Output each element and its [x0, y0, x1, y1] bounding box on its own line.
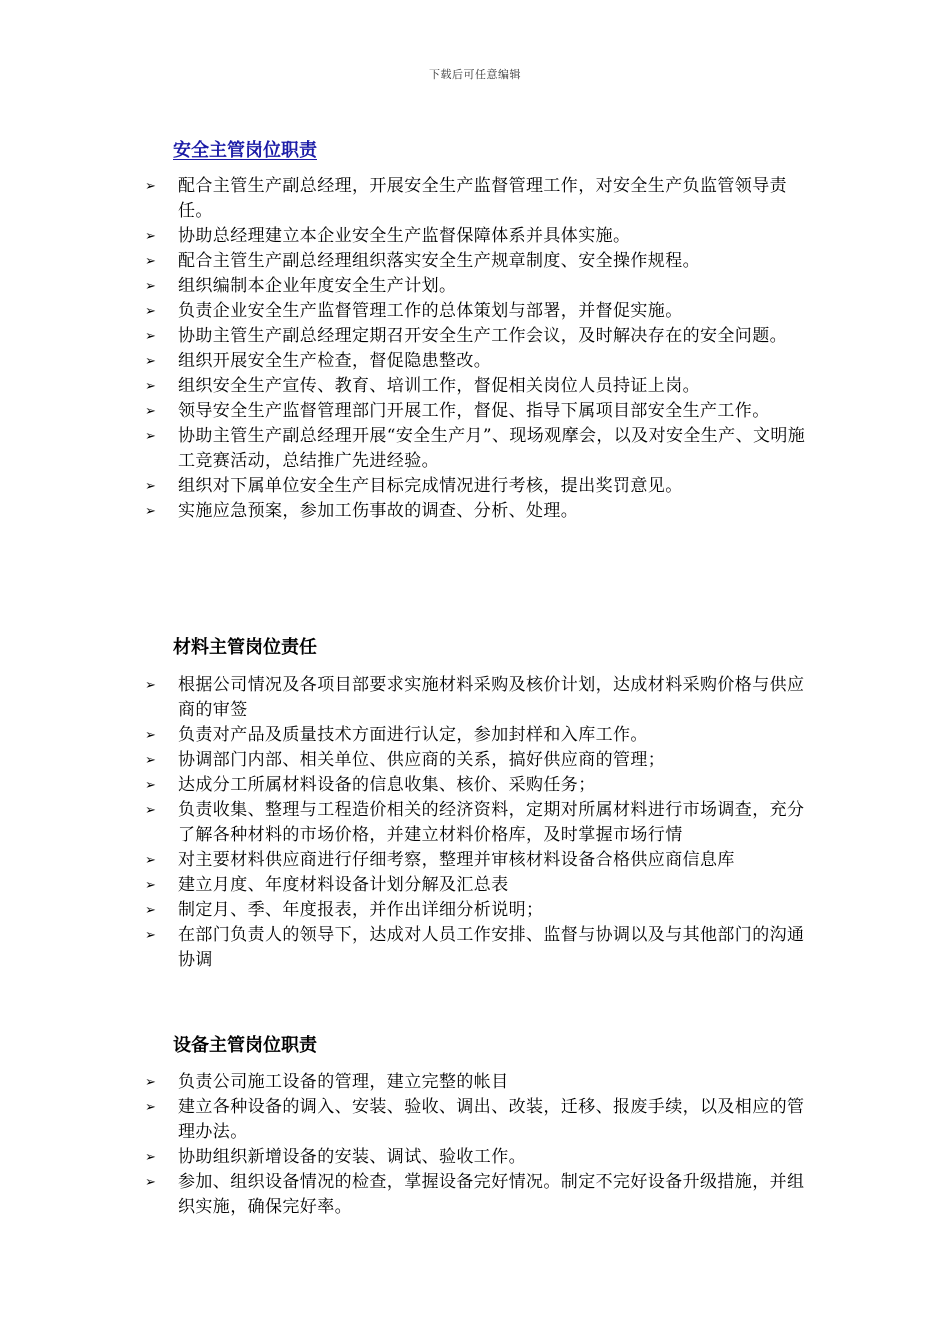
- arrow-bullet-icon: ➢: [145, 1075, 157, 1090]
- list-item-text: 负责公司施工设备的管理，建立完整的帐目: [178, 1072, 509, 1092]
- list-item: [143, 249, 813, 274]
- section-equipment-supervisor: [143, 1034, 813, 1220]
- section-title: 材料主管岗位责任: [173, 637, 317, 658]
- arrow-bullet-icon: ➢: [145, 254, 157, 269]
- list-item-text: 建立各种设备的调入、安装、验收、调出、改装，迁移、报废手续，以及相应的管理办法。: [178, 1097, 805, 1142]
- arrow-bullet-icon: ➢: [145, 903, 157, 918]
- duty-list: [143, 1070, 813, 1220]
- list-item-text: 协调部门内部、相关单位、供应商的关系，搞好供应商的管理；: [178, 750, 666, 770]
- duty-list: [143, 174, 813, 524]
- list-item-text: 协助组织新增设备的安装、调试、验收工作。: [178, 1147, 526, 1167]
- arrow-bullet-icon: ➢: [145, 429, 157, 444]
- list-item: [143, 474, 813, 499]
- list-item: [143, 923, 813, 973]
- list-item: [143, 1070, 813, 1095]
- list-item: [143, 873, 813, 898]
- list-item-text: 协助总经理建立本企业安全生产监督保障体系并具体实施。: [178, 226, 631, 246]
- list-item: [143, 1170, 813, 1220]
- duty-list: [143, 673, 813, 973]
- list-item-text: 达成分工所属材料设备的信息收集、核价、采购任务；: [178, 775, 596, 795]
- list-item: [143, 499, 813, 524]
- list-item: [143, 748, 813, 773]
- arrow-bullet-icon: ➢: [145, 279, 157, 294]
- arrow-bullet-icon: ➢: [145, 329, 157, 344]
- list-item: [143, 773, 813, 798]
- arrow-bullet-icon: ➢: [145, 728, 157, 743]
- arrow-bullet-icon: ➢: [145, 753, 157, 768]
- list-item-text: 负责企业安全生产监督管理工作的总体策划与部署，并督促实施。: [178, 301, 683, 321]
- arrow-bullet-icon: ➢: [145, 678, 157, 693]
- arrow-bullet-icon: ➢: [145, 229, 157, 244]
- list-item-text: 配合主管生产副总经理，开展安全生产监督管理工作，对安全生产负监管领导责任。: [178, 176, 787, 221]
- list-item-text: 实施应急预案，参加工伤事故的调查、分析、处理。: [178, 501, 579, 521]
- list-item: [143, 1095, 813, 1145]
- list-item-text: 组织安全生产宣传、教育、培训工作，督促相关岗位人员持证上岗。: [178, 376, 700, 396]
- arrow-bullet-icon: ➢: [145, 1175, 157, 1190]
- list-item-text: 组织开展安全生产检查，督促隐患整改。: [178, 351, 492, 371]
- list-item: [143, 274, 813, 299]
- section-title: 设备主管岗位职责: [173, 1035, 317, 1056]
- list-item-text: 组织编制本企业年度安全生产计划。: [178, 276, 457, 296]
- list-item-text: 根据公司情况及各项目部要求实施材料采购及核价计划，达成材料采购价格与供应商的审签: [178, 675, 805, 720]
- list-item-text: 负责对产品及质量技术方面进行认定，参加封样和入库工作。: [178, 725, 648, 745]
- list-item-text: 领导安全生产监督管理部门开展工作，督促、指导下属项目部安全生产工作。: [178, 401, 770, 421]
- list-item-text: 配合主管生产副总经理组织落实安全生产规章制度、安全操作规程。: [178, 251, 700, 271]
- arrow-bullet-icon: ➢: [145, 379, 157, 394]
- list-item: [143, 399, 813, 424]
- list-item: [143, 224, 813, 249]
- list-item-text: 协助主管生产副总经理开展“安全生产月”、现场观摩会，以及对安全生产、文明施工竞赛活动，总结推广先进经验。: [178, 426, 806, 471]
- list-item: [143, 1145, 813, 1170]
- list-item-text: 建立月度、年度材料设备计划分解及汇总表: [178, 875, 509, 895]
- arrow-bullet-icon: ➢: [145, 1150, 157, 1165]
- arrow-bullet-icon: ➢: [145, 878, 157, 893]
- arrow-bullet-icon: ➢: [145, 1100, 157, 1115]
- list-item-text: 对主要材料供应商进行仔细考察，整理并审核材料设备合格供应商信息库: [178, 850, 735, 870]
- list-item: [143, 324, 813, 349]
- list-item: [143, 424, 813, 474]
- list-item: [143, 174, 813, 224]
- arrow-bullet-icon: ➢: [145, 479, 157, 494]
- list-item: [143, 723, 813, 748]
- arrow-bullet-icon: ➢: [145, 354, 157, 369]
- list-item: [143, 798, 813, 848]
- arrow-bullet-icon: ➢: [145, 853, 157, 868]
- arrow-bullet-icon: ➢: [145, 778, 157, 793]
- list-item-text: 组织对下属单位安全生产目标完成情况进行考核，提出奖罚意见。: [178, 476, 683, 496]
- arrow-bullet-icon: ➢: [145, 504, 157, 519]
- list-item: [143, 848, 813, 873]
- arrow-bullet-icon: ➢: [145, 928, 157, 943]
- arrow-bullet-icon: ➢: [145, 179, 157, 194]
- arrow-bullet-icon: ➢: [145, 404, 157, 419]
- arrow-bullet-icon: ➢: [145, 304, 157, 319]
- list-item-text: 参加、组织设备情况的检查，掌握设备完好情况。制定不完好设备升级措施，并组织实施，确保完好率。: [178, 1172, 805, 1217]
- list-item: [143, 349, 813, 374]
- page-header: 下载后可任意编辑: [429, 68, 521, 81]
- list-item-text: 负责收集、整理与工程造价相关的经济资料，定期对所属材料进行市场调查，充分了解各种材料的市场价格，并建立材料价格库，及时掌握市场行情: [178, 800, 805, 845]
- section-safety-supervisor: [143, 139, 813, 524]
- list-item: [143, 898, 813, 923]
- list-item: [143, 374, 813, 399]
- list-item: [143, 673, 813, 723]
- list-item-text: 在部门负责人的领导下，达成对人员工作安排、监督与协调以及与其他部门的沟通协调: [178, 925, 805, 970]
- list-item-text: 制定月、季、年度报表，并作出详细分析说明；: [178, 900, 544, 920]
- list-item-text: 协助主管生产副总经理定期召开安全生产工作会议，及时解决存在的安全问题。: [178, 326, 787, 346]
- arrow-bullet-icon: ➢: [145, 803, 157, 818]
- list-item: [143, 299, 813, 324]
- section-material-supervisor: [143, 636, 813, 973]
- section-title[interactable]: 安全主管岗位职责: [173, 140, 317, 161]
